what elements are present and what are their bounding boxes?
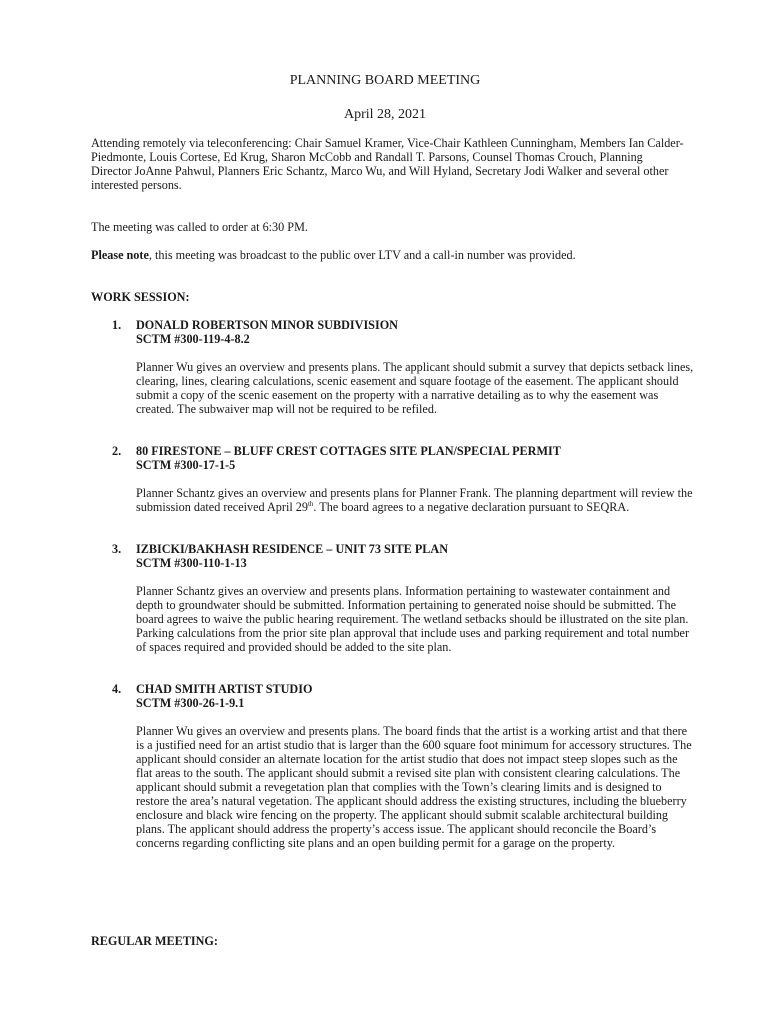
item-sctm: SCTM #300-26-1-9.1 xyxy=(136,696,245,710)
regular-meeting-heading: REGULAR MEETING: xyxy=(91,934,218,948)
item-name: DONALD ROBERTSON MINOR SUBDIVISION xyxy=(136,318,398,332)
item-sctm: SCTM #300-110-1-13 xyxy=(136,556,247,570)
ordinal-suffix: th xyxy=(307,499,314,508)
broadcast-note xyxy=(91,248,686,262)
item-body xyxy=(136,486,696,514)
item-body-part: Planner Schantz gives an overview and presents plans for Planner Frank. The planning department will review the submission dated received April 29 xyxy=(136,486,693,514)
item-number: 1. xyxy=(112,318,122,332)
item-sctm: SCTM #300-119-4-8.2 xyxy=(136,332,250,346)
item-body: Planner Wu gives an overview and presents plans. The board finds that the artist is a working artist and that there is a justified need for an artist studio that is larger than the 600 square foot minimum for accessory structures. The applicant should consider an alternate location for the artist studio that does not impact steep slopes such as the flat areas to the south. The applicant should submit a revised site plan with consistent clearing calculations. The applicant should submit a revegetation plan that complies with the Town’s clearing limits and is designed to restore the area’s natural vegetation. The applicant should address the existing structures, including the blueberry enclosure and black wire fencing on the property. The applicant should submit scalable architectural building plans. The applicant should address the property’s access issue. The applicant should reconcile the Board’s concerns regarding conflicting site plans and an open building permit for a garage on the property. xyxy=(136,724,692,850)
item-sctm: SCTM #300-17-1-5 xyxy=(136,458,236,472)
item-number: 4. xyxy=(112,682,122,696)
item-body: Planner Wu gives an overview and presents plans. The applicant should submit a survey that depicts setback lines, clearing, lines, clearing calculations, scenic easement and square footage of the easement. The applicant should submit a copy of the scenic easement on the property with a narrative detailing as to why the easement was created. The subwaiver map will not be required to be refiled. xyxy=(136,360,694,416)
meeting-date: April 28, 2021 xyxy=(343,107,427,122)
note-label: Please note xyxy=(91,248,149,262)
note-text: , this meeting was broadcast to the public over LTV and a call-in number was provided. xyxy=(148,248,576,262)
document-title: PLANNING BOARD MEETING xyxy=(289,73,481,88)
item-number: 3. xyxy=(112,542,122,556)
attendance-paragraph: Attending remotely via teleconferencing: Chair Samuel Kramer, Vice-Chair Kathleen Cunningham, Members Ian Calder-Piedmonte, Louis Cortese, Ed Krug, Sharon McCobb and Randall T. Parsons, Counsel Thomas Crouch, Planning Director JoAnne Pahwul, Planners Eric Schantz, Marco Wu, and Will Hyland, Secretary Jodi Walker and several other interested persons. xyxy=(91,136,684,192)
work-session-heading: WORK SESSION: xyxy=(91,290,190,304)
call-to-order: The meeting was called to order at 6:30 PM. xyxy=(91,220,308,234)
item-name: CHAD SMITH ARTIST STUDIO xyxy=(136,682,313,696)
item-number: 2. xyxy=(112,444,122,458)
item-body-part: . The board agrees to a negative declaration pursuant to SEQRA. xyxy=(313,500,630,514)
item-name: IZBICKI/BAKHASH RESIDENCE – UNIT 73 SITE PLAN xyxy=(136,542,448,556)
item-body: Planner Schantz gives an overview and presents plans. Information pertaining to wastewater containment and depth to groundwater should be submitted. Information pertaining to generated noise should be submitted. The board agrees to waive the public hearing requirement. The wetland setbacks should be illustrated on the site plan. Parking calculations from the prior site plan approval that include uses and parking requirement and total number of spaces required and provided should be added to the site plan. xyxy=(136,584,690,654)
item-name: 80 FIRESTONE – BLUFF CREST COTTAGES SITE PLAN/SPECIAL PERMIT xyxy=(136,444,561,458)
